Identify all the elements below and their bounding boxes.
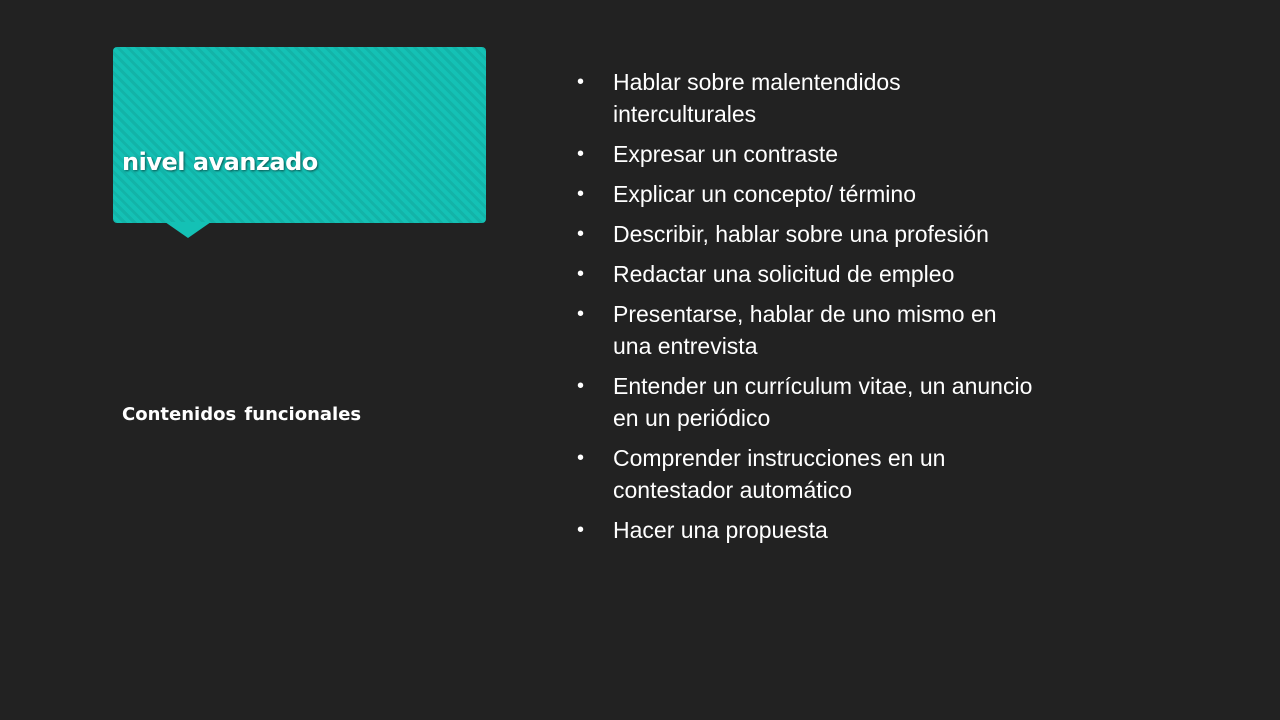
- list-item: [577, 218, 1037, 250]
- bullet-icon: •: [577, 71, 585, 93]
- slide-subtitle: Contenidos funcionales: [122, 404, 362, 425]
- slide-title: nivel avanzado: [122, 148, 318, 176]
- list-item: [577, 178, 1037, 210]
- bullet-icon: •: [577, 447, 585, 469]
- list-item: [577, 138, 1037, 170]
- list-item: [577, 258, 1037, 290]
- list-item-text: Comprender instrucciones en un contestador automático: [613, 445, 946, 503]
- title-callout-box: [113, 47, 486, 223]
- list-item: [577, 370, 1037, 434]
- list-item-text: Expresar un contraste: [613, 141, 839, 167]
- bullet-icon: •: [577, 263, 585, 285]
- bullet-icon: •: [577, 519, 585, 541]
- list-item-text: Hablar sobre malentendidos interculturales: [613, 69, 901, 127]
- list-item: [577, 66, 1037, 130]
- callout-pointer: [165, 222, 211, 238]
- bullet-icon: •: [577, 223, 585, 245]
- bullet-icon: •: [577, 143, 585, 165]
- list-item: [577, 442, 1037, 506]
- list-item-text: Explicar un concepto/ término: [613, 181, 916, 207]
- list-item-text: Hacer una propuesta: [613, 517, 828, 543]
- list-item-text: Describir, hablar sobre una profesión: [613, 221, 989, 247]
- bullet-list: [577, 66, 1037, 554]
- list-item-text: Redactar una solicitud de empleo: [613, 261, 955, 287]
- list-item: [577, 298, 1037, 362]
- list-item: [577, 514, 1037, 546]
- bullet-icon: •: [577, 303, 585, 325]
- bullet-icon: •: [577, 183, 585, 205]
- bullet-icon: •: [577, 375, 585, 397]
- list-item-text: Presentarse, hablar de uno mismo en una entrevista: [613, 301, 997, 359]
- list-item-text: Entender un currículum vitae, un anuncio en un periódico: [613, 373, 1033, 431]
